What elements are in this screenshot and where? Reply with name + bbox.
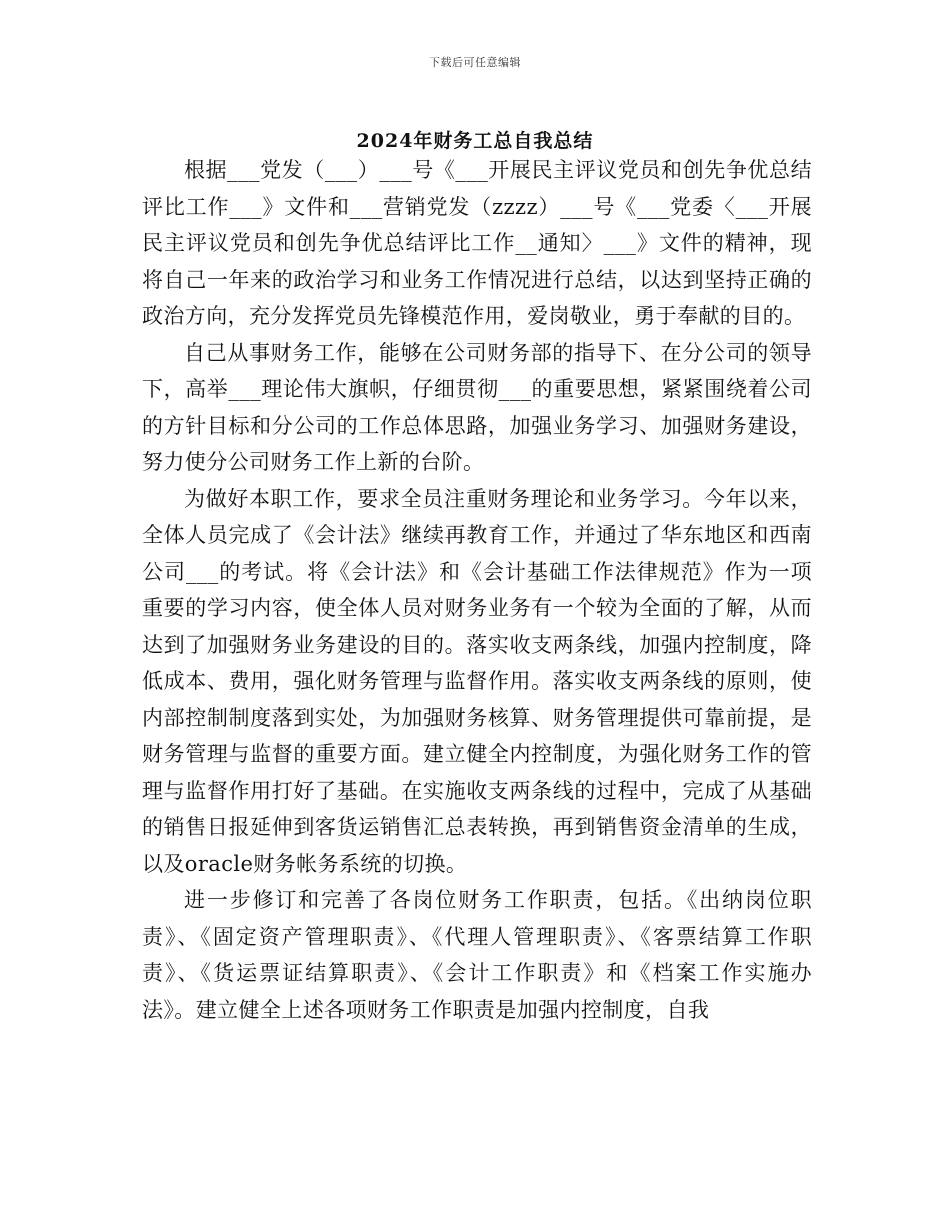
paragraph: 根据___党发（___）___号《___开展民主评议党员和创先争优总结评比工作___》文件和___营销党发（zzzz）___号《___党委〈___开展民主评议党员和创先争优总结评比工作__通知〉___》文件的精神，现将自己一年来的政治学习和业务工作情况进行总结，以达到坚持正确的政治方向，充分发挥党员先锋模范作用，爱岗敬业，勇于奉献的目的。	[142, 158, 812, 328]
paragraph: 为做好本职工作，要求全员注重财务理论和业务学习。今年以来，全体人员完成了《会计法》继续再教育工作，并通过了华东地区和西南公司___的考试。将《会计法》和《会计基础工作法律规范》作为一项重要的学习内容，使全体人员对财务业务有一个较为全面的了解，从而达到了加强财务业务建设的目的。落实收支两条线，加强内控制度，降低成本、费用，强化财务管理与监督作用。落实收支两条线的原则，使内部控制制度落到实处，为加强财务核算、财务管理提供可靠前提，是财务管理与监督的重要方面。建立健全内控制度，为强化财务工作的管理与监督作用打好了基础。在实施收支两条线的过程中，完成了从基础的销售日报延伸到客货运销售汇总表转换，再到销售资金清单的生成，以及oracle财务帐务系统的切换。	[142, 486, 812, 876]
document-body	[142, 152, 812, 1028]
document-title: 2024年财务工总自我总结	[356, 130, 594, 152]
paragraph: 自己从事财务工作，能够在公司财务部的指导下、在分公司的领导下，高举___理论伟大旗帜，仔细贯彻___的重要思想，紧紧围绕着公司的方针目标和分公司的工作总体思路，加强业务学习、加强财务建设，努力使分公司财务工作上新的台阶。	[142, 340, 812, 474]
header-note: 下载后可任意编辑	[429, 56, 521, 69]
paragraph: 进一步修订和完善了各岗位财务工作职责，包括。《出纳岗位职责》、《固定资产管理职责》、《代理人管理职责》、《客票结算工作职责》、《货运票证结算职责》、《会计工作职责》和《档案工作实施办法》。建立健全上述各项财务工作职责是加强内控制度，自我	[142, 888, 812, 1022]
